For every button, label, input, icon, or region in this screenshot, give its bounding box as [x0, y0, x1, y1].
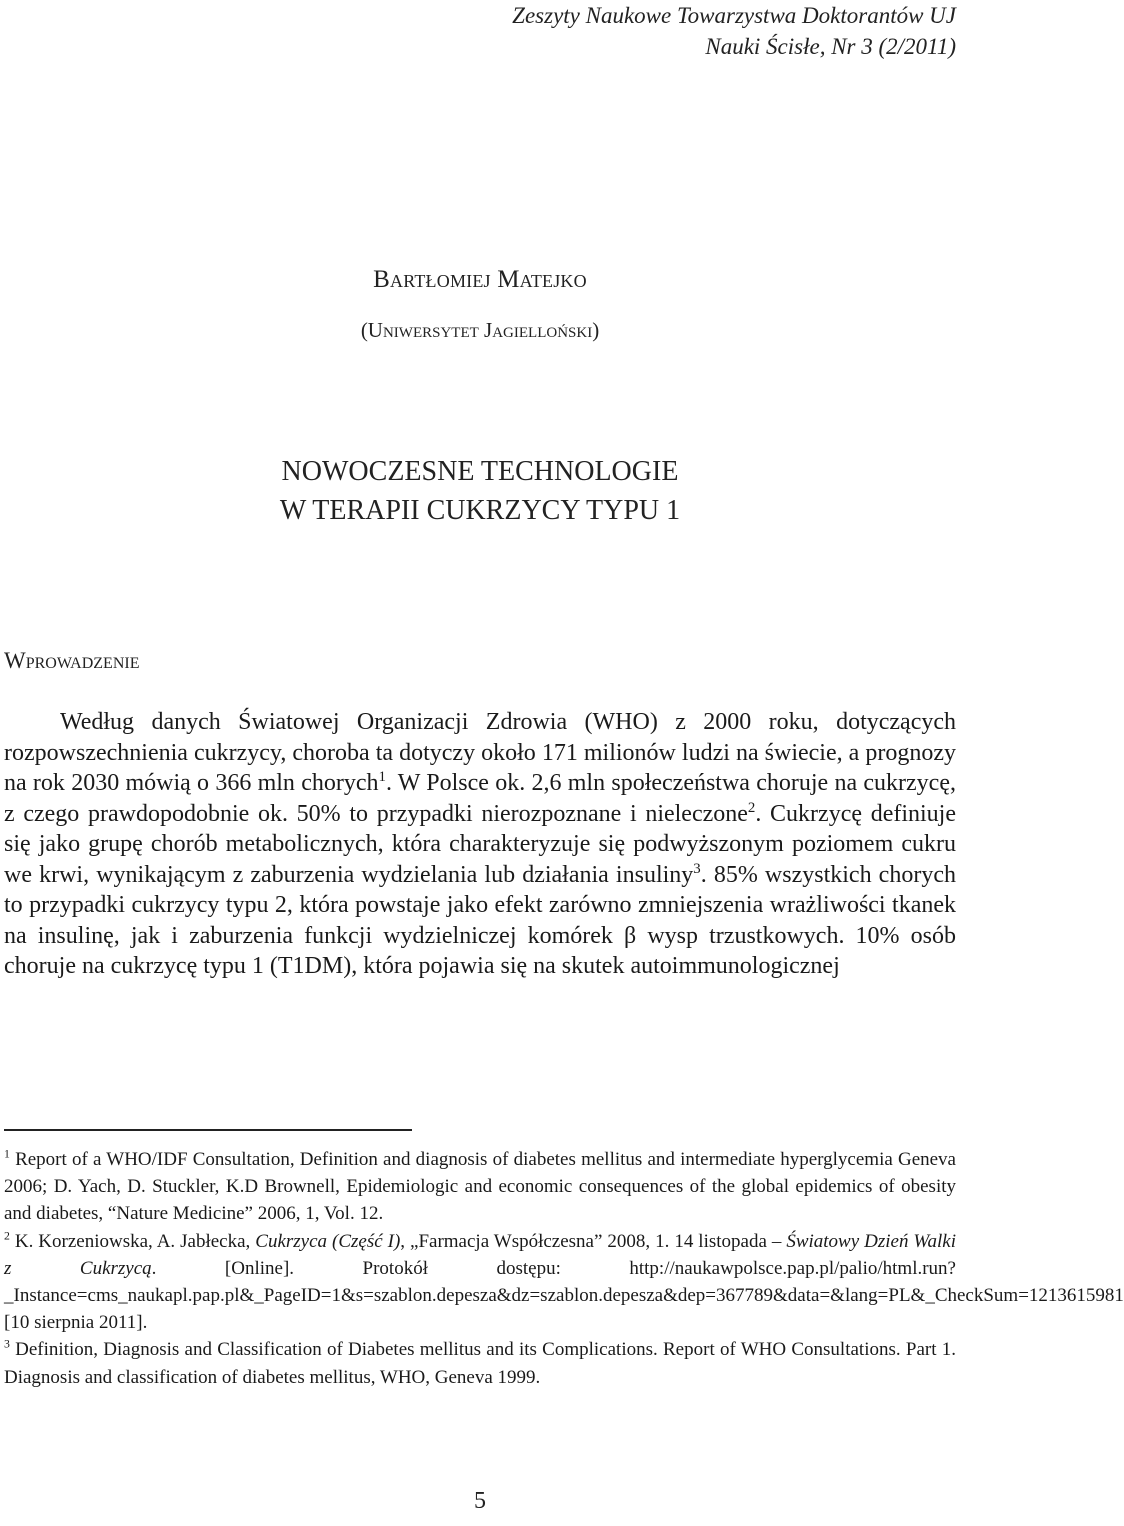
- journal-title-line: Zeszyty Naukowe Towarzystwa Doktorantów UJ: [512, 3, 956, 28]
- page-number: 5: [474, 1488, 486, 1514]
- footnote-ref-1[interactable]: 1: [378, 769, 386, 785]
- paragraph-text: . W Polsce ok. 2,6 mln społeczeństwa choruje na cukrzycę, z czego prawdopodobnie ok. 50% to przypadki nierozpoznane i nieleczone: [4, 770, 956, 827]
- introduction-paragraph: [4, 707, 956, 982]
- footnote-italic-title: Światowy Dzień Walki z Cukrzycą: [4, 1230, 956, 1279]
- footnote-1: [4, 1146, 956, 1228]
- paragraph-text: . 85% wszystkich chorych to przypadki cukrzycy typu 2, która powstaje jako efekt zarówno zmniejszenia wrażliwości tkanek na insulinę, jak i zaburzenia funkcji wydzielniczej komórek β wysp trzustkowych. 10% osób choruje na cukrzycę typu 1 (T1DM), która pojawia się na skutek autoimmunologicznej: [4, 861, 956, 979]
- footnote-ref-2[interactable]: 2: [747, 799, 756, 816]
- footnote-2: [4, 1228, 1124, 1337]
- footnote-text: Definition, Diagnosis and Classification of Diabetes mellitus and its Complications. Report of WHO Consultations. Part 1. Diagnosis and classification of diabetes mellitus, WHO, Geneva 1999.: [4, 1339, 956, 1388]
- footnote-text: , „Farmacja Współczesna” 2008, 1. 14 listopada –: [400, 1230, 787, 1252]
- body-text: [4, 707, 956, 982]
- footnote-number: 2: [4, 1229, 10, 1243]
- paragraph-text: Według danych Światowej Organizacji Zdrowia (WHO) z 2000 roku, dotyczących rozpowszechnienia cukrzycy, choroba ta dotyczy około 171 milionów ludzi na świecie, a prognozy na rok 2030 mówią o 366 mln chorych: [4, 709, 956, 796]
- footnote-ref-3[interactable]: 3: [693, 860, 701, 877]
- footnote-number: 1: [4, 1147, 10, 1161]
- article-title: [0, 452, 960, 530]
- author-name: Bartłomiej Matejko: [373, 266, 587, 293]
- footnote-text: K. Korzeniowska, A. Jabłecka,: [14, 1230, 256, 1252]
- article-title-line-2: W TERAPII CUKRZYCY TYPU 1: [279, 495, 681, 526]
- footnote-text: . [Online]. Protokół dostępu: http://naukawpolsce.pap.pl/palio/html.run?_Instance=cms_naukapl.pap.pl&_PageID=1&s=szablon.depesza&dz=szablon.depesza&dep=367789&data=&lang=PL&_CheckSum=1213615981 [10 sierpnia 2011].: [4, 1257, 1124, 1334]
- author-affiliation: (Uniwersytet Jagielloński): [360, 318, 600, 342]
- journal-issue-line: Nauki Ścisłe, Nr 3 (2/2011): [705, 34, 956, 59]
- footnote-3: [4, 1336, 956, 1390]
- paragraph-text: . Cukrzycę definiuje się jako grupę chorób metabolicznych, która charakteryzuje się podwyższonym poziomem cukru we krwi, wynikającym z zaburzenia wydzielania lub działania insuliny: [4, 800, 956, 888]
- footnote-text: Report of a WHO/IDF Consultation, Definition and diagnosis of diabetes mellitus and intermediate hyperglycemia Geneva 2006; D. Yach, D. Stuckler, K.D Brownell, Epidemiologic and economic consequences of the global epidemics of obesity and diabetes, “Nature Medicine” 2006, 1, Vol. 12.: [4, 1149, 956, 1225]
- journal-header: [512, 0, 956, 62]
- footnote-separator: [4, 1129, 412, 1131]
- section-heading: Wprowadzenie: [4, 648, 140, 673]
- footnote-italic-title: Cukrzyca (Część I): [255, 1230, 401, 1252]
- article-title-line-1: NOWOCZESNE TECHNOLOGIE: [281, 456, 679, 487]
- footnotes: [4, 1146, 1124, 1391]
- footnote-number: 3: [4, 1338, 10, 1352]
